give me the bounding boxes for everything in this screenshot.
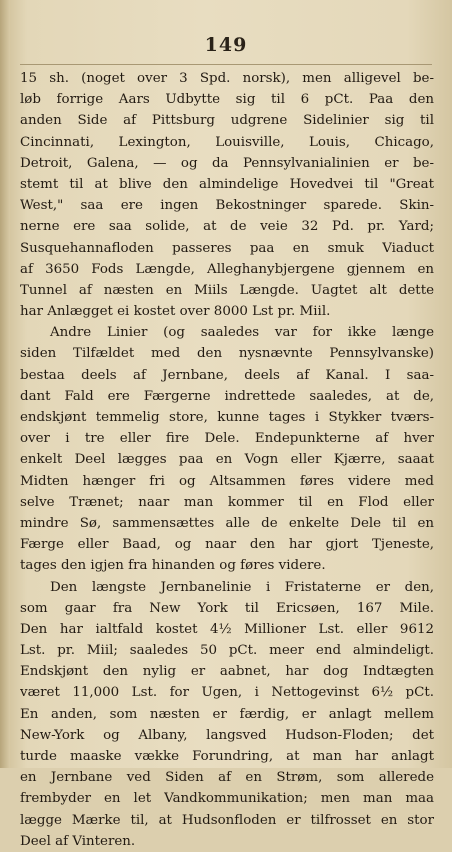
page-number: 149	[204, 34, 248, 56]
text-line: som gaar fra New York til Ericsøen, 167 Mile.	[20, 600, 434, 616]
text-line: Den har ialtfald kostet 4½ Millioner Lst. eller 9612	[20, 621, 434, 637]
text-line: New-York og Albany, langsved Hudson-Floden; det	[20, 727, 434, 743]
text-line: lægge Mærke til, at Hudsonfloden er tilfrosset en stor	[20, 812, 434, 828]
text-line: Lst. pr. Miil; saaledes 50 pCt. meer end almindeligt.	[20, 643, 434, 659]
text-line: Færge eller Baad, og naar den har gjort Tjeneste,	[20, 537, 434, 553]
text-line: siden Tilfældet med den nysnævnte Pennsylvanske)	[20, 346, 434, 362]
text-line: over i tre eller fire Dele. Endepunkterne af hver	[20, 431, 434, 447]
text-line: frembyder en let Vandkommunikation; men man maa	[20, 791, 434, 807]
text-line: løb forrige Aars Udbytte sig til 6 pCt. Paa den	[20, 92, 434, 108]
text-line: mindre Sø, sammensættes alle de enkelte Dele til en	[20, 515, 434, 531]
text-line: dant Fald ere Færgerne indrettede saaledes, at de,	[20, 388, 434, 404]
text-line: Endskjønt den nylig er aabnet, har dog Indtægten	[20, 664, 434, 680]
text-line: været 11,000 Lst. for Ugen, i Nettogevinst 6½ pCt.	[20, 685, 434, 701]
text-line: turde maaske vække Forundring, at man har anlagt	[20, 749, 434, 764]
text-line: Detroit, Galena, — og da Pennsylvanialinien er be-	[20, 155, 434, 171]
text-line: 15 sh. (noget over 3 Spd. norsk), men alligevel be-	[20, 71, 434, 86]
text-line: enkelt Deel lægges paa en Vogn eller Kjærre, saaat	[20, 452, 434, 468]
text-line: endskjønt temmelig store, kunne tages i Stykker tværs-	[20, 410, 434, 425]
text-line: Deel af Vinteren.	[20, 833, 136, 849]
header-rule	[20, 64, 432, 65]
text-line: anden Side af Pittsburg udgrene Sidelinier sig til	[20, 113, 434, 129]
body-text	[20, 68, 434, 852]
text-line: West," saa ere ingen Bekostninger sparede. Skin-	[20, 198, 434, 214]
text-line: Andre Linier (og saaledes var for ikke længe	[50, 325, 434, 341]
text-line: Den længste Jernbanelinie i Fristaterne er den,	[50, 579, 434, 595]
text-line: bestaa deels af Jernbane, deels af Kanal. I saa-	[20, 367, 434, 383]
page-edge-shadow	[0, 0, 10, 768]
text-line: af 3650 Fods Længde, Alleghanybjergene gjennem en	[20, 261, 434, 277]
text-line: Tunnel af næsten en Miils Længde. Uagtet alt dette	[20, 282, 434, 298]
text-line: Susquehannafloden passeres paa en smuk Viaduct	[20, 240, 434, 256]
text-line: Midten hænger fri og Altsammen føres videre med	[20, 473, 434, 489]
text-line: en Jernbane ved Siden af en Strøm, som allerede	[20, 770, 434, 786]
text-line: tages den igjen fra hinanden og føres videre.	[20, 558, 326, 574]
text-line: selve Trænet; naar man kommer til en Flod eller	[20, 494, 434, 510]
text-line: har Anlægget ei kostet over 8000 Lst pr. Miil.	[20, 304, 331, 320]
text-line: En anden, som næsten er færdig, er anlagt mellem	[20, 706, 434, 722]
text-line: Cincinnati, Lexington, Louisville, Louis, Chicago,	[20, 134, 434, 150]
text-line: nerne ere saa solide, at de veie 32 Pd. pr. Yard;	[20, 219, 434, 235]
text-line: stemt til at blive den almindelige Hovedvei til "Great	[20, 176, 434, 192]
